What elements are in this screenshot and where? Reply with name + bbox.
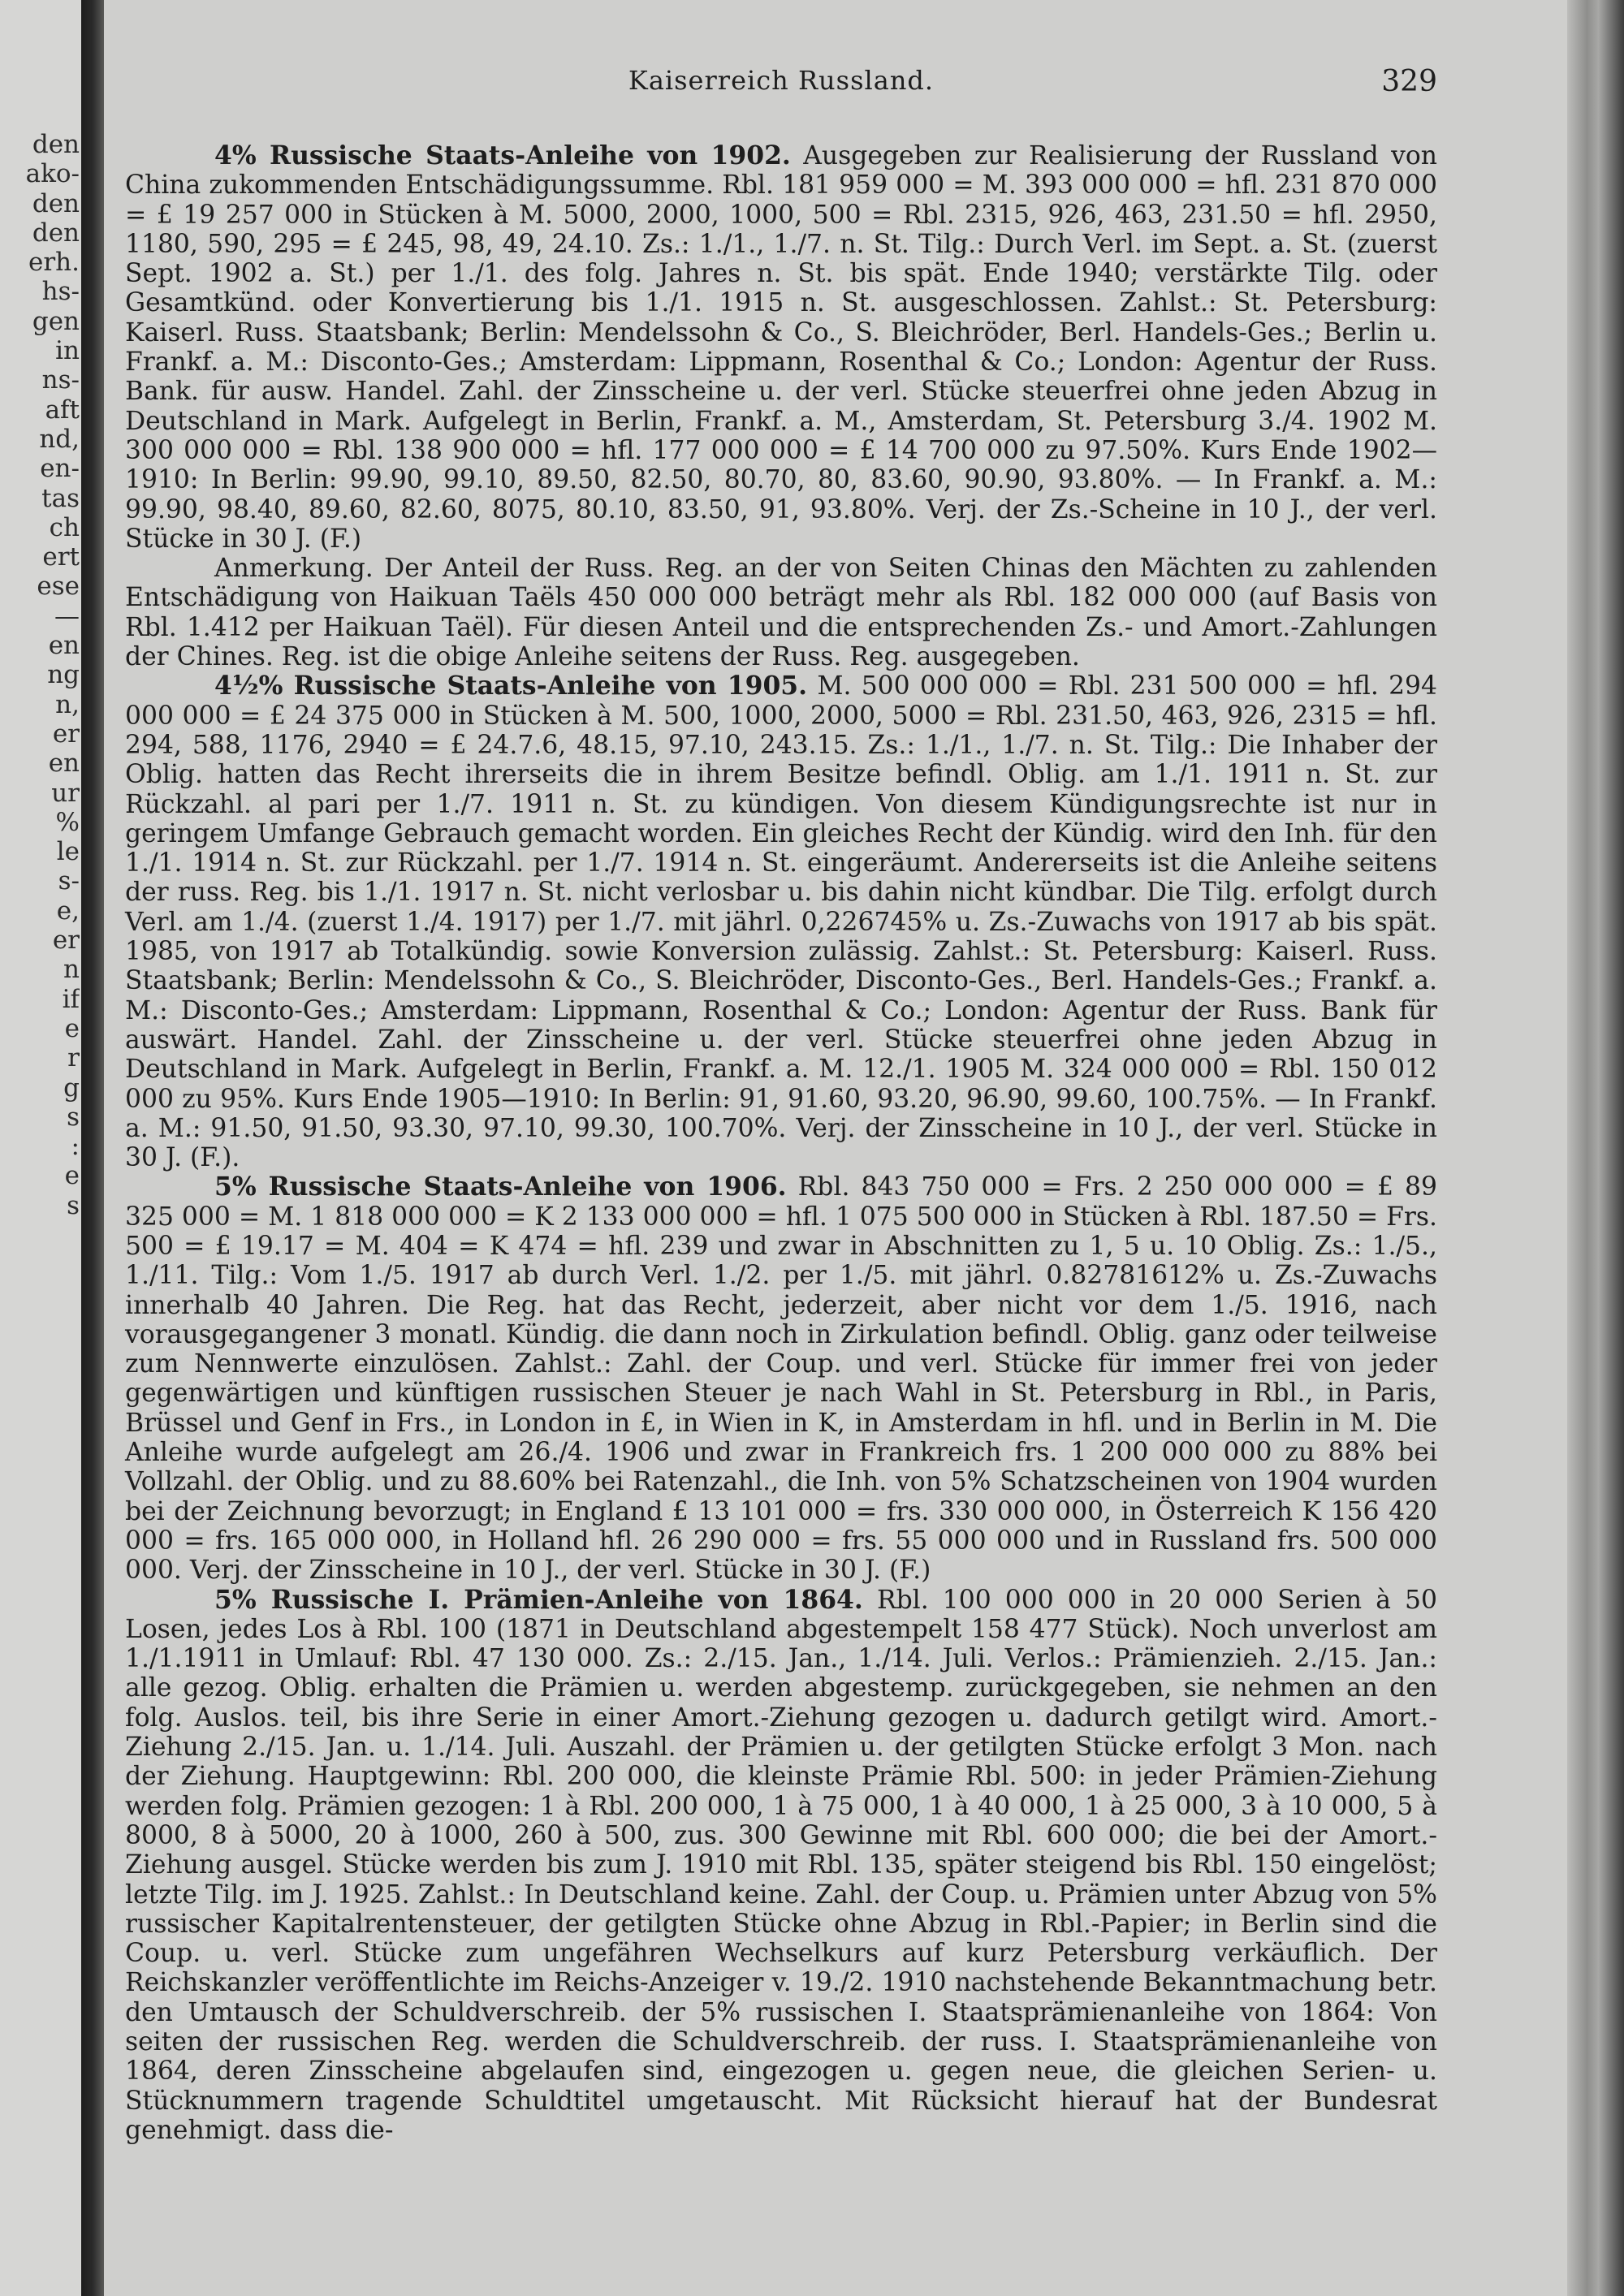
entry-text: Rbl. 843 750 000 = Frs. 2 250 000 000 = £ 89 325 000 = M. 1 818 000 000 = K 2 133 000 000 = hfl. 1 075 500 000 in Stücken à Rbl. 187.50 = Frs. 500 = £ 19.17 = M. 404 = K 474 = hfl. 239 und zwar in Abschnitten zu 1, 5 u. 10 Oblig. Zs.: 1./5., 1./11. Tilg.: Vom 1./5. 1917 ab durch Verl. 1./2. per 1./5. mit jährl. 0.82781612% u. Zs.-Zuwachs innerhalb 40 Jahren. Die Reg. hat das Recht, jederzeit, aber nicht vor dem 1./5. 1916, nach vorausgegangener 3 monatl. Kündig. die dann noch in Zirkulation befindl. Oblig. ganz oder teilweise zum Nennwerte einzulösen. Zahlst.: Zahl. der Coup. und verl. Stücke für immer frei von jeder gegenwärtigen und künftigen russischen Steuer je nach Wahl in St. Petersburg in Rbl., in Paris, Brüssel und Genf in Frs., in London in £, in Wien in K, in Amsterdam in hfl. und in Berlin in M. Die Anleihe wurde aufgelegt am 26./4. 1906 und zwar in Frankreich frs. 1 200 000 000 zu 88% bei Vollzahl. der Oblig. und zu 88.60% bei Ratenzahl., die Inh. von 5% Schatzscheinen von 1904 wurden bei der Zeichnung bevorzugt; in England £ 13 101 000 = frs. 330 000 000, in Österreich K 156 420 000 = frs. 165 000 000, in Holland hfl. 26 290 000 = frs. 55 000 000 und in Russland frs. 500 000 000. Verj. der Zinsscheine in 10 J., der verl. Stücke in 30 J. (F.) bbox=[125, 1172, 1437, 1586]
facing-page-text-fragments bbox=[2, 130, 80, 1220]
facing-page-fragment: en bbox=[48, 749, 80, 779]
note-entry bbox=[125, 554, 1437, 671]
entry-title: 5% Russische Staats-Anleihe von 1906. bbox=[214, 1172, 787, 1202]
facing-page-fragment: aft bbox=[45, 395, 80, 425]
facing-page-fragment: gen bbox=[32, 306, 80, 336]
entry-text: M. 500 000 000 = Rbl. 231 500 000 = hfl. 294 000 000 = £ 24 375 000 in Stücken à M. 500, 1000, 2000, 5000 = Rbl. 231.50, 463, 926, 2315 = hfl. 294, 588, 1176, 2940 = £ 24.7.6, 48.15, 97.10, 243.15. Zs.: 1./1., 1./7. n. St. Tilg.: Die Inhaber der Oblig. hatten das Recht ihrerseits die in ihrem Besitze befindl. Oblig. am 1./1. 1911 n. St. zur Rückzahl. al pari per 1./7. 1911 n. St. zu kündigen. Von diesem Kündigungsrechte ist nur in geringem Umfange Gebrauch gemacht worden. Ein gleiches Recht der Kündig. wird den Inh. für den 1./1. 1914 n. St. zur Rückzahl. per 1./7. 1914 n. St. eingeräumt. Andererseits ist die Anleihe seitens der russ. Reg. bis 1./1. 1917 n. St. nicht verlosbar u. bis dahin nicht kündbar. Die Tilg. erfolgt durch Verl. am 1./4. (zuerst 1./4. 1917) per 1./7. mit jährl. 0,226745% u. Zs.-Zuwachs von 1917 ab bis spät. 1985, von 1917 ab Totalkündig. sowie Konversion zulässig. Zahlst.: St. Petersburg: Kaiserl. Russ. Staatsbank; Berlin: Mendelssohn & Co., S. Bleichröder, Disconto-Ges., Berl. Handels-Ges.; Frankf. a. M.: Disconto-Ges.; Amsterdam: Lippmann, Rosenthal & Co.; London: Agentur der Russ. Bank für auswärt. Handel. Zahl. der Zinsscheine u. der verl. Stücke steuerfrei ohne jeden Abzug in Deutschland in Mark. Aufgelegt in Berlin, Frankf. a. M. 12./1. 1905 M. 324 000 000 = Rbl. 150 012 000 zu 95%. Kurs Ende 1905—1910: In Berlin: 91, 91.60, 93.20, 96.90, 99.60, 100.75%. — In Frankf. a. M.: 91.50, 91.50, 93.30, 97.10, 99.30, 100.70%. Verj. der Zinsscheine in 10 J., der verl. Stücke in 30 J. (F.). bbox=[125, 671, 1437, 1173]
facing-page-fragment: ur bbox=[51, 778, 80, 808]
entry-text: Anmerkung. Der Anteil der Russ. Reg. an der von Seiten Chinas den Mächten zu zahlenden Entschädigung von Haikuan Taëls 450 000 000 beträgt mehr als Rbl. 182 000 000 (auf Basis von Rbl. 1.412 per Haikuan Taël). Für diesen Anteil und die entsprechenden Zs.- und Amort.-Zahlungen der Chines. Reg. ist die obige Anleihe seitens der Russ. Reg. ausgegeben. bbox=[125, 554, 1437, 672]
facing-page-fragment: hs- bbox=[41, 277, 80, 307]
facing-page-fragment: er bbox=[52, 926, 80, 956]
facing-page-fragment: nd, bbox=[39, 424, 80, 454]
facing-page-fragment: tas bbox=[41, 483, 80, 513]
facing-page-fragment: den bbox=[32, 218, 80, 248]
facing-page-fragment: le bbox=[56, 837, 80, 867]
bond-entry-1864 bbox=[125, 1586, 1437, 2146]
facing-page-fragment: n bbox=[63, 955, 80, 985]
facing-page-fragment: ch bbox=[49, 512, 80, 542]
facing-page-fragment: r bbox=[67, 1043, 80, 1073]
facing-page-fragment: in bbox=[55, 336, 80, 366]
facing-page-fragment: n, bbox=[55, 689, 80, 719]
facing-page-fragment: if bbox=[62, 984, 80, 1014]
facing-page-fragment: en- bbox=[40, 454, 80, 484]
page-content bbox=[125, 65, 1437, 2145]
bond-entry-1902 bbox=[125, 141, 1437, 554]
running-title: Kaiserreich Russland. bbox=[628, 65, 935, 96]
entry-title: 5% Russische I. Prämien-Anleihe von 1864. bbox=[214, 1585, 863, 1615]
facing-page-fragment: ese bbox=[37, 572, 80, 602]
bond-entry-1906 bbox=[125, 1172, 1437, 1585]
page-edge-shadow bbox=[1567, 0, 1624, 2296]
facing-page-fragment: e bbox=[64, 1013, 80, 1043]
facing-page-fragment: erh. bbox=[28, 248, 80, 278]
facing-page-fragment: ert bbox=[42, 542, 80, 572]
facing-page-fragment: e bbox=[64, 1161, 80, 1191]
facing-page-fragment: s- bbox=[58, 866, 80, 896]
entry-title: 4% Russische Staats-Anleihe von 1902. bbox=[214, 141, 791, 170]
facing-page-fragment: ng bbox=[47, 660, 80, 690]
facing-page-fragment: — bbox=[54, 601, 80, 631]
bond-entry-1905 bbox=[125, 671, 1437, 1172]
facing-page-fragment: den bbox=[32, 130, 80, 159]
facing-page-edge bbox=[0, 0, 81, 2296]
facing-page-fragment: s bbox=[67, 1190, 80, 1220]
facing-page-fragment: e, bbox=[56, 896, 80, 926]
facing-page-fragment: en bbox=[48, 631, 80, 661]
entries bbox=[125, 141, 1437, 2145]
facing-page-fragment: ns- bbox=[41, 365, 80, 395]
facing-page-fragment: den bbox=[32, 188, 80, 218]
facing-page-fragment: s bbox=[67, 1102, 80, 1132]
entry-text: Ausgegeben zur Realisierung der Russland von China zukommenden Entschädigungssumme. Rbl. 181 959 000 = M. 393 000 000 = hfl. 231 870 000 = £ 19 257 000 in Stücken à M. 5000, 2000, 1000, 500 = Rbl. 2315, 926, 463, 231.50 = hfl. 2950, 1180, 590, 295 = £ 245, 98, 49, 24.10. Zs.: 1./1., 1./7. n. St. Tilg.: Durch Verl. im Sept. a. St. (zuerst Sept. 1902 a. St.) per 1./1. des folg. Jahres n. St. bis spät. Ende 1940; verstärkte Tilg. oder Gesamtkünd. oder Konvertierung bis 1./1. 1915 n. St. ausgeschlossen. Zahlst.: St. Petersburg: Kaiserl. Russ. Staatsbank; Berlin: Mendelssohn & Co., S. Bleichröder, Berl. Handels-Ges.; Berlin u. Frankf. a. M.: Disconto-Ges.; Amsterdam: Lippmann, Rosenthal & Co.; London: Agentur der Russ. Bank. für ausw. Handel. Zahl. der Zinsscheine u. der verl. Stücke steuerfrei ohne jeden Abzug in Deutschland in Mark. Aufgelegt in Berlin, Frankf. a. M., Amsterdam, St. Petersburg 3./4. 1902 M. 300 000 000 = Rbl. 138 900 000 = hfl. 177 000 000 = £ 14 700 000 zu 97.50%. Kurs Ende 1902—1910: In Berlin: 99.90, 99.10, 89.50, 82.50, 80.70, 80, 83.60, 90.90, 93.80%. — In Frankf. a. M.: 99.90, 98.40, 89.60, 82.60, 8075, 80.10, 83.50, 91, 93.80%. Verj. der Zs.-Scheine in 10 J., der verl. Stücke in 30 J. (F.) bbox=[125, 141, 1437, 554]
facing-page-fragment: er bbox=[52, 719, 80, 749]
page-number: 329 bbox=[1381, 65, 1437, 98]
book-binding bbox=[81, 0, 104, 2296]
facing-page-fragment: : bbox=[71, 1132, 80, 1162]
page-header bbox=[125, 65, 1437, 114]
facing-page-fragment: % bbox=[55, 807, 80, 837]
facing-page-fragment: ako- bbox=[25, 159, 80, 189]
facing-page-fragment: g bbox=[63, 1072, 80, 1103]
entry-text: Rbl. 100 000 000 in 20 000 Serien à 50 Losen, jedes Los à Rbl. 100 (1871 in Deutschland abgestempelt 158 477 Stück). Noch unverlost am 1./1.1911 in Umlauf: Rbl. 47 130 000. Zs.: 2./15. Jan., 1./14. Juli. Verlos.: Prämienzieh. 2./15. Jan.: alle gezog. Oblig. erhalten die Prämien u. werden abgestemp. zurückgegeben, sie nehmen an den folg. Auslos. teil, bis ihre Serie in einer Amort.-Ziehung gezogen u. dadurch getilgt wird. Amort.-Ziehung 2./15. Jan. u. 1./14. Juli. Auszahl. der Prämien u. der getilgten Stücke erfolgt 3 Mon. nach der Ziehung. Hauptgewinn: Rbl. 200 000, die kleinste Prämie Rbl. 500: in jeder Prämien-Ziehung werden folg. Prämien gezogen: 1 à Rbl. 200 000, 1 à 75 000, 1 à 40 000, 1 à 25 000, 3 à 10 000, 5 à 8000, 8 à 5000, 20 à 1000, 260 à 500, zus. 300 Gewinne mit Rbl. 600 000; die bei der Amort.-Ziehung ausgel. Stücke werden bis zum J. 1910 mit Rbl. 135, später steigend bis Rbl. 150 eingelöst; letzte Tilg. im J. 1925. Zahlst.: In Deutschland keine. Zahl. der Coup. u. Prämien unter Abzug von 5% russischer Kapitalrentensteuer, der getilgten Stücke ohne Abzug in Rbl.-Papier; in Berlin sind die Coup. u. verl. Stücke zum ungefähren Wechselkurs auf kurz Petersburg verkäuflich. Der Reichskanzler veröffentlichte im Reichs-Anzeiger v. 19./2. 1910 nachstehende Bekanntmachung betr. den Umtausch der Schuldverschreib. der 5% russischen I. Staatsprämienanleihe von 1864: Von seiten der russischen Reg. werden die Schuldverschreib. der russ. I. Staatsprämienanleihe von 1864, deren Zinsscheine abgelaufen sind, eingezogen u. gegen neue, die gleichen Serien- u. Stücknummern tragende Schuldtitel umgetauscht. Mit Rücksicht hierauf hat der Bundesrat genehmigt. dass die- bbox=[125, 1585, 1438, 2145]
entry-title: 4½% Russische Staats-Anleihe von 1905. bbox=[214, 671, 808, 701]
